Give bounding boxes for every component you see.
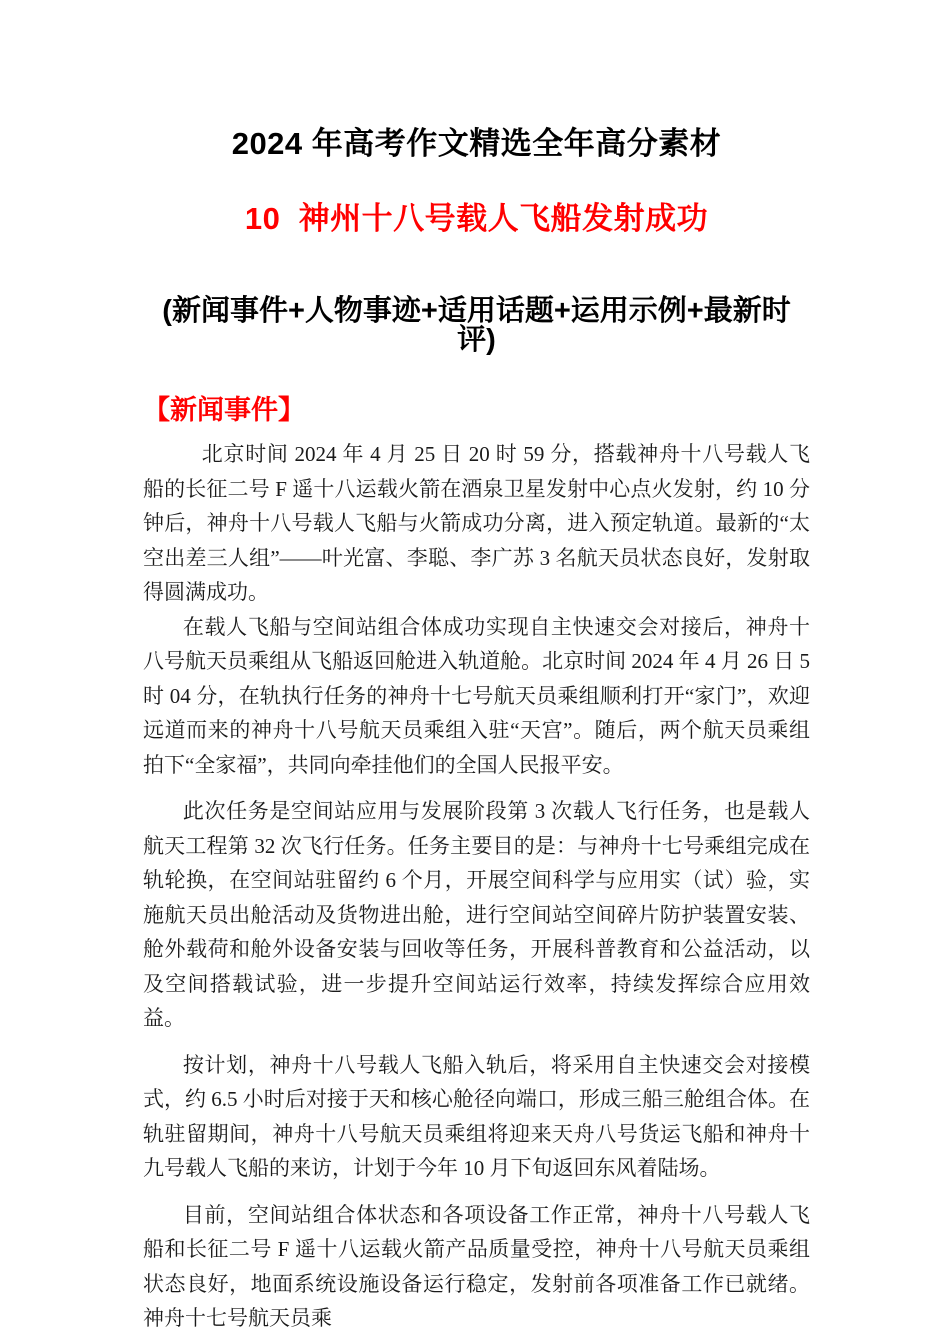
body-paragraph-1: 北京时间 2024 年 4 月 25 日 20 时 59 分，搭载神舟十八号载人飞船的长征二号 F 遥十八运载火箭在酒泉卫星发射中心点火发射，约 10 分钟后，神舟十八号载人飞船与火箭成功分离，进入预定轨道。最新的“太空出差三人组”——叶光富、李聪、李广苏 3 名航天员状态良好，发射取得圆满成功。 <box>143 442 810 604</box>
body-paragraph-3: 此次任务是空间站应用与发展阶段第 3 次载人飞行任务，也是载人航天工程第 32 次飞行任务。任务主要目的是：与神舟十七号乘组完成在轨轮换，在空间站驻留约 6 个月，开展空间科学与应用实（试）验，实施航天员出舱活动及货物进出舱，进行空间站空间碎片防护装置安装、舱外载荷和舱外设备安装与回收等任务，开展科普教育和公益活动，以及空间搭载试验，进一步提升空间站运行效率，持续发挥综合应用效益。 <box>143 799 810 1030</box>
document-subtitle: (新闻事件+人物事迹+适用话题+运用示例+最新时评) <box>162 295 791 356</box>
topic-title: 10 神州十八号载人飞船发射成功 <box>244 201 709 236</box>
body-paragraph-2: 在载人飞船与空间站组合体成功实现自主快速交会对接后，神舟十八号航天员乘组从飞船返回舱进入轨道舱。北京时间 2024 年 4 月 26 日 5 时 04 分，在轨执行任务的神舟十七号航天员乘组顺利打开“家门”，欢迎远道而来的神舟十八号航天员乘组入驻“天宫”。随后，两个航天员乘组拍下“全家福”，共同向牵挂他们的全国人民报平安。 <box>143 614 810 777</box>
document-title: 2024 年高考作文精选全年高分素材 <box>231 126 722 161</box>
body-paragraph-4: 按计划，神舟十八号载人飞船入轨后，将采用自主快速交会对接模式，约 6.5 小时后对接于天和核心舱径向端口，形成三船三舱组合体。在轨驻留期间，神舟十八号航天员乘组将迎来天舟八号货运飞船和神舟十九号载人飞船的来访，计划于今年 10 月下旬返回东风着陆场。 <box>143 1052 810 1180</box>
section-heading-news-event: 【新闻事件】 <box>143 395 305 425</box>
body-paragraph-5: 目前，空间站组合体状态和各项设备工作正常，神舟十八号载人飞船和长征二号 F 遥十八运载火箭产品质量受控，神舟十八号航天员乘组状态良好，地面系统设施设备运行稳定，发射前各项准备工作已就绪。神舟十七号航天员乘 <box>143 1202 810 1330</box>
news-event-section <box>143 397 810 1336</box>
